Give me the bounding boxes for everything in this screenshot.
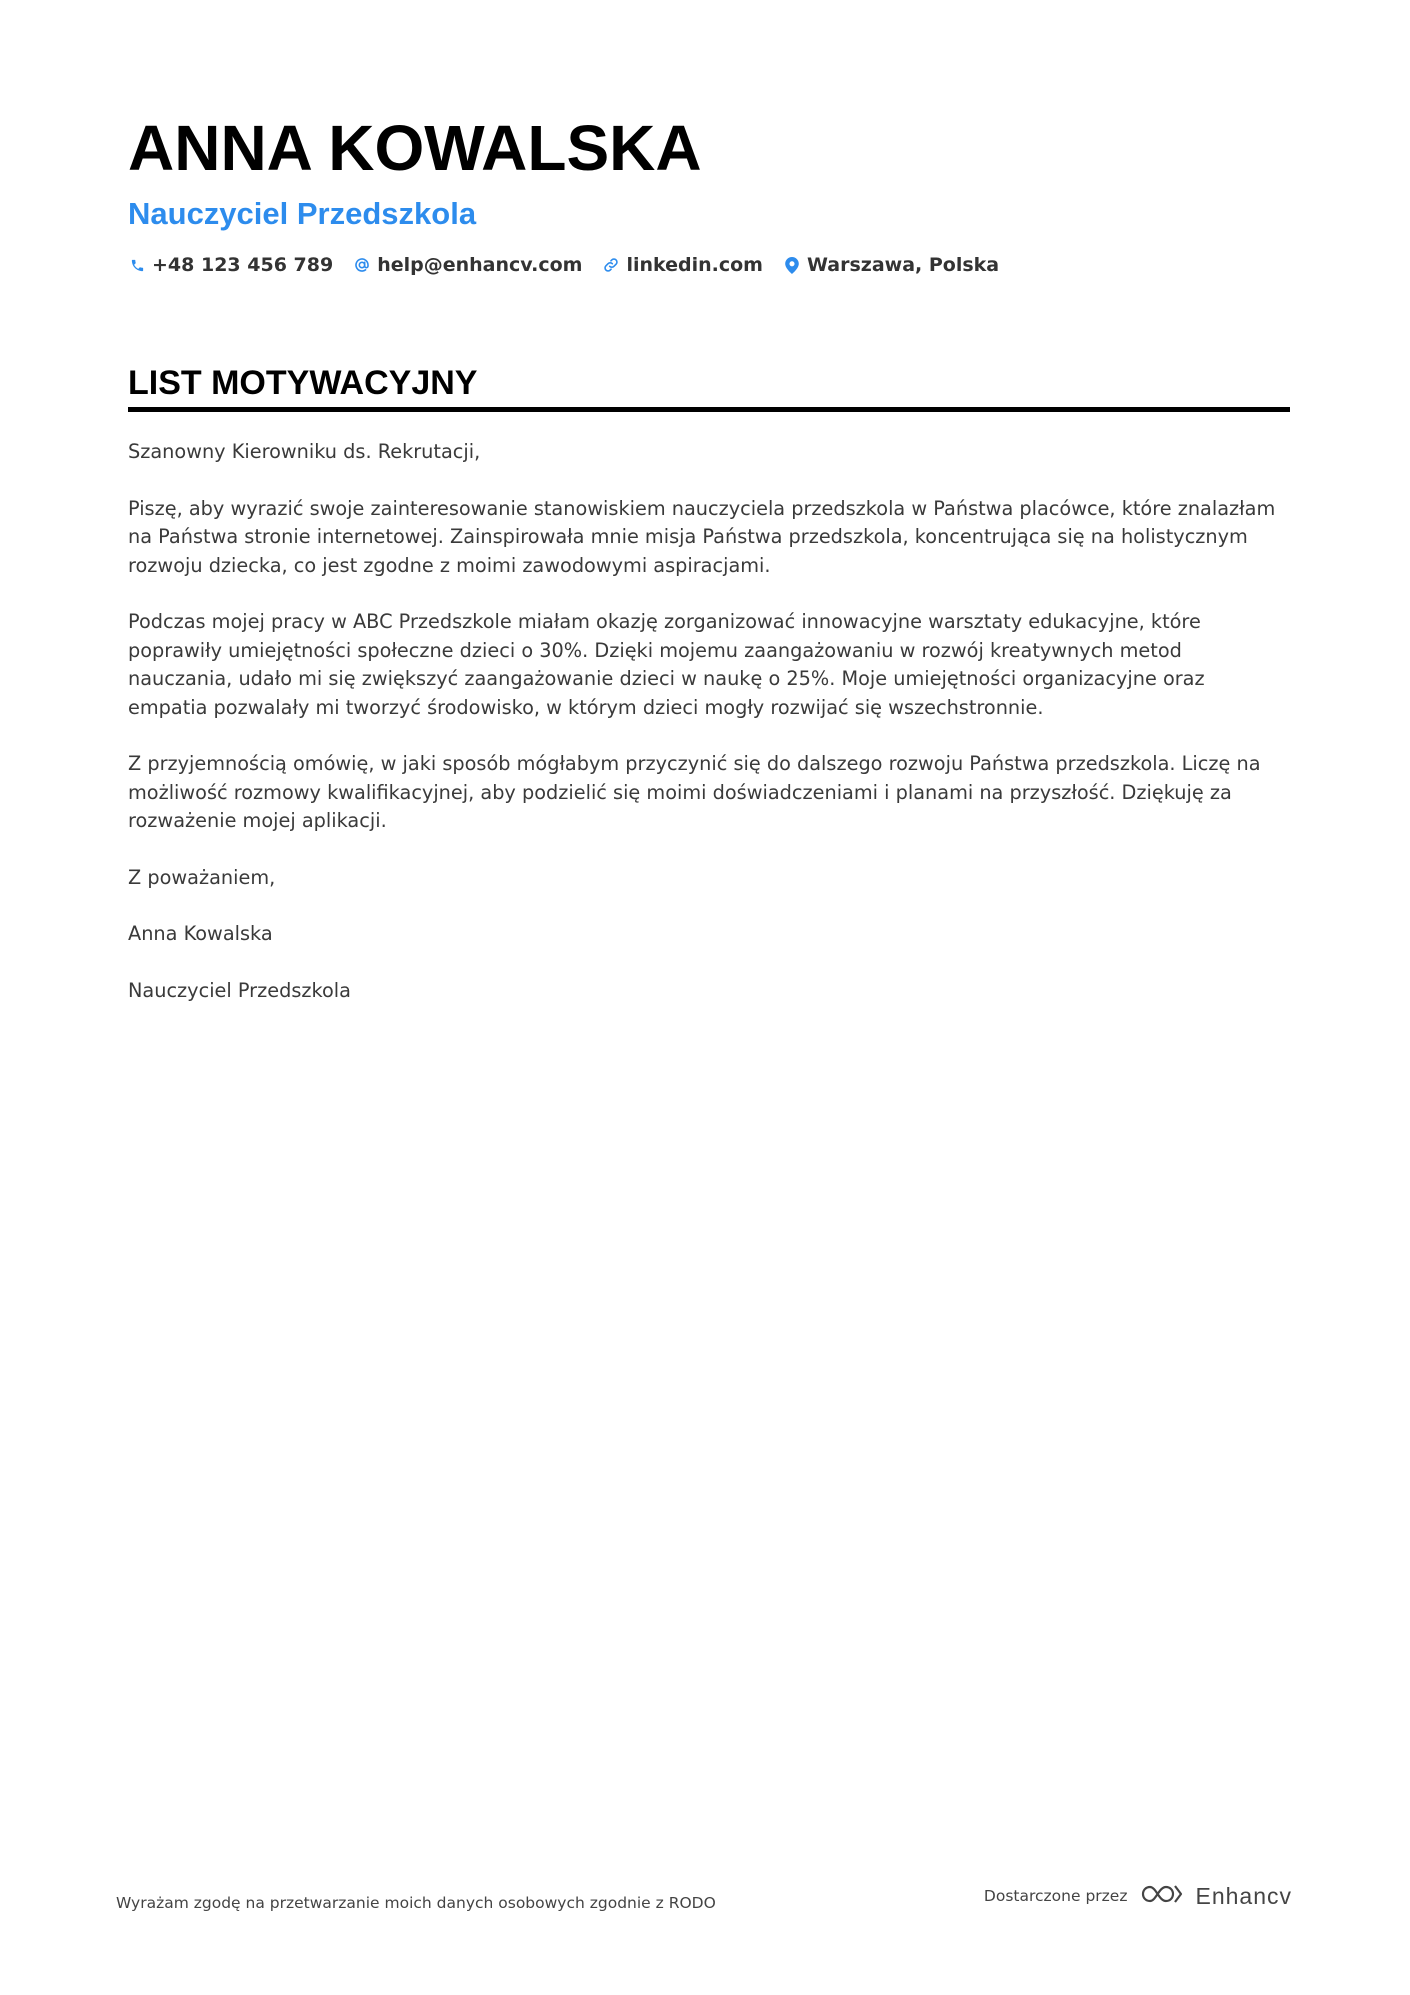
footer-consent: Wyrażam zgodę na przetwarzanie moich danych osobowych zgodnie z RODO [116,1894,716,1912]
letter-salutation: Szanowny Kierowniku ds. Rekrutacji, [128,440,481,463]
footer-branding [984,1882,1292,1910]
enhancv-logo-icon [1139,1882,1185,1910]
contact-bar [128,254,1290,276]
applicant-name: ANNA KOWALSKA [128,112,702,184]
letter-body [128,438,1290,1005]
enhancv-logo[interactable] [1139,1882,1292,1910]
contact-location [783,254,999,276]
section-divider [128,407,1290,412]
contact-email[interactable] [353,254,582,276]
signature-role: Nauczyciel Przedszkola [128,978,351,1002]
contact-location-text: Warszawa, Polska [806,254,1000,276]
cover-letter-page [128,110,1290,1033]
signature-name: Anna Kowalska [128,922,273,945]
contact-linkedin[interactable] [602,254,763,276]
letter-paragraph: Podczas mojej pracy w ABC Przedszkole miałam okazję zorganizować innowacyjne warsztaty edukacyjne, które poprawiły umiejętności społeczne dzieci o 30%. Dzięki mojemu zaangażowaniu w rozwój kreatywnych metod nauczania, udało mi się zwiększyć zaangażowanie dzieci w naukę o 25%. Moje umiejętności organizacyjne oraz empatia pozwalały mi tworzyć środowisko, w którym dzieci mogły rozwijać się wszechstronnie. [128,610,1205,719]
letter-paragraph: Z przyjemnością omówię, w jaki sposób mógłabym przyczynić się do dalszego rozwoju Państwa przedszkola. Liczę na możliwość rozmowy kwalifikacyjnej, aby podzielić się moimi doświadczeniami i planami na przyszłość. Dziękuję za rozważenie mojej aplikacji. [128,752,1261,832]
contact-phone [128,254,333,276]
enhancv-logo-text: Enhancv [1195,1882,1292,1909]
contact-email-text: help@enhancv.com [377,254,583,276]
contact-linkedin-text: linkedin.com [626,254,763,276]
phone-icon [128,256,146,274]
letter-paragraph: Piszę, aby wyrazić swoje zainteresowanie stanowiskiem nauczyciela przedszkola w Państwa placówce, które znalazłam na Państwa stronie internetowej. Zainspirowała mnie misja Państwa przedszkola, koncentrująca się na holistycznym rozwoju dziecka, co jest zgodne z moimi zawodowymi aspiracjami. [128,496,1276,577]
link-icon [602,256,620,274]
letter-closing: Z poważaniem, [128,865,276,889]
applicant-role: Nauczyciel Przedszkola [128,196,477,231]
location-pin-icon [783,256,801,274]
section-title: LIST MOTYWACYJNY [128,364,478,402]
contact-phone-text: +48 123 456 789 [152,254,334,276]
provided-by-label: Dostarczone przez [983,1887,1128,1905]
at-icon [353,256,371,274]
